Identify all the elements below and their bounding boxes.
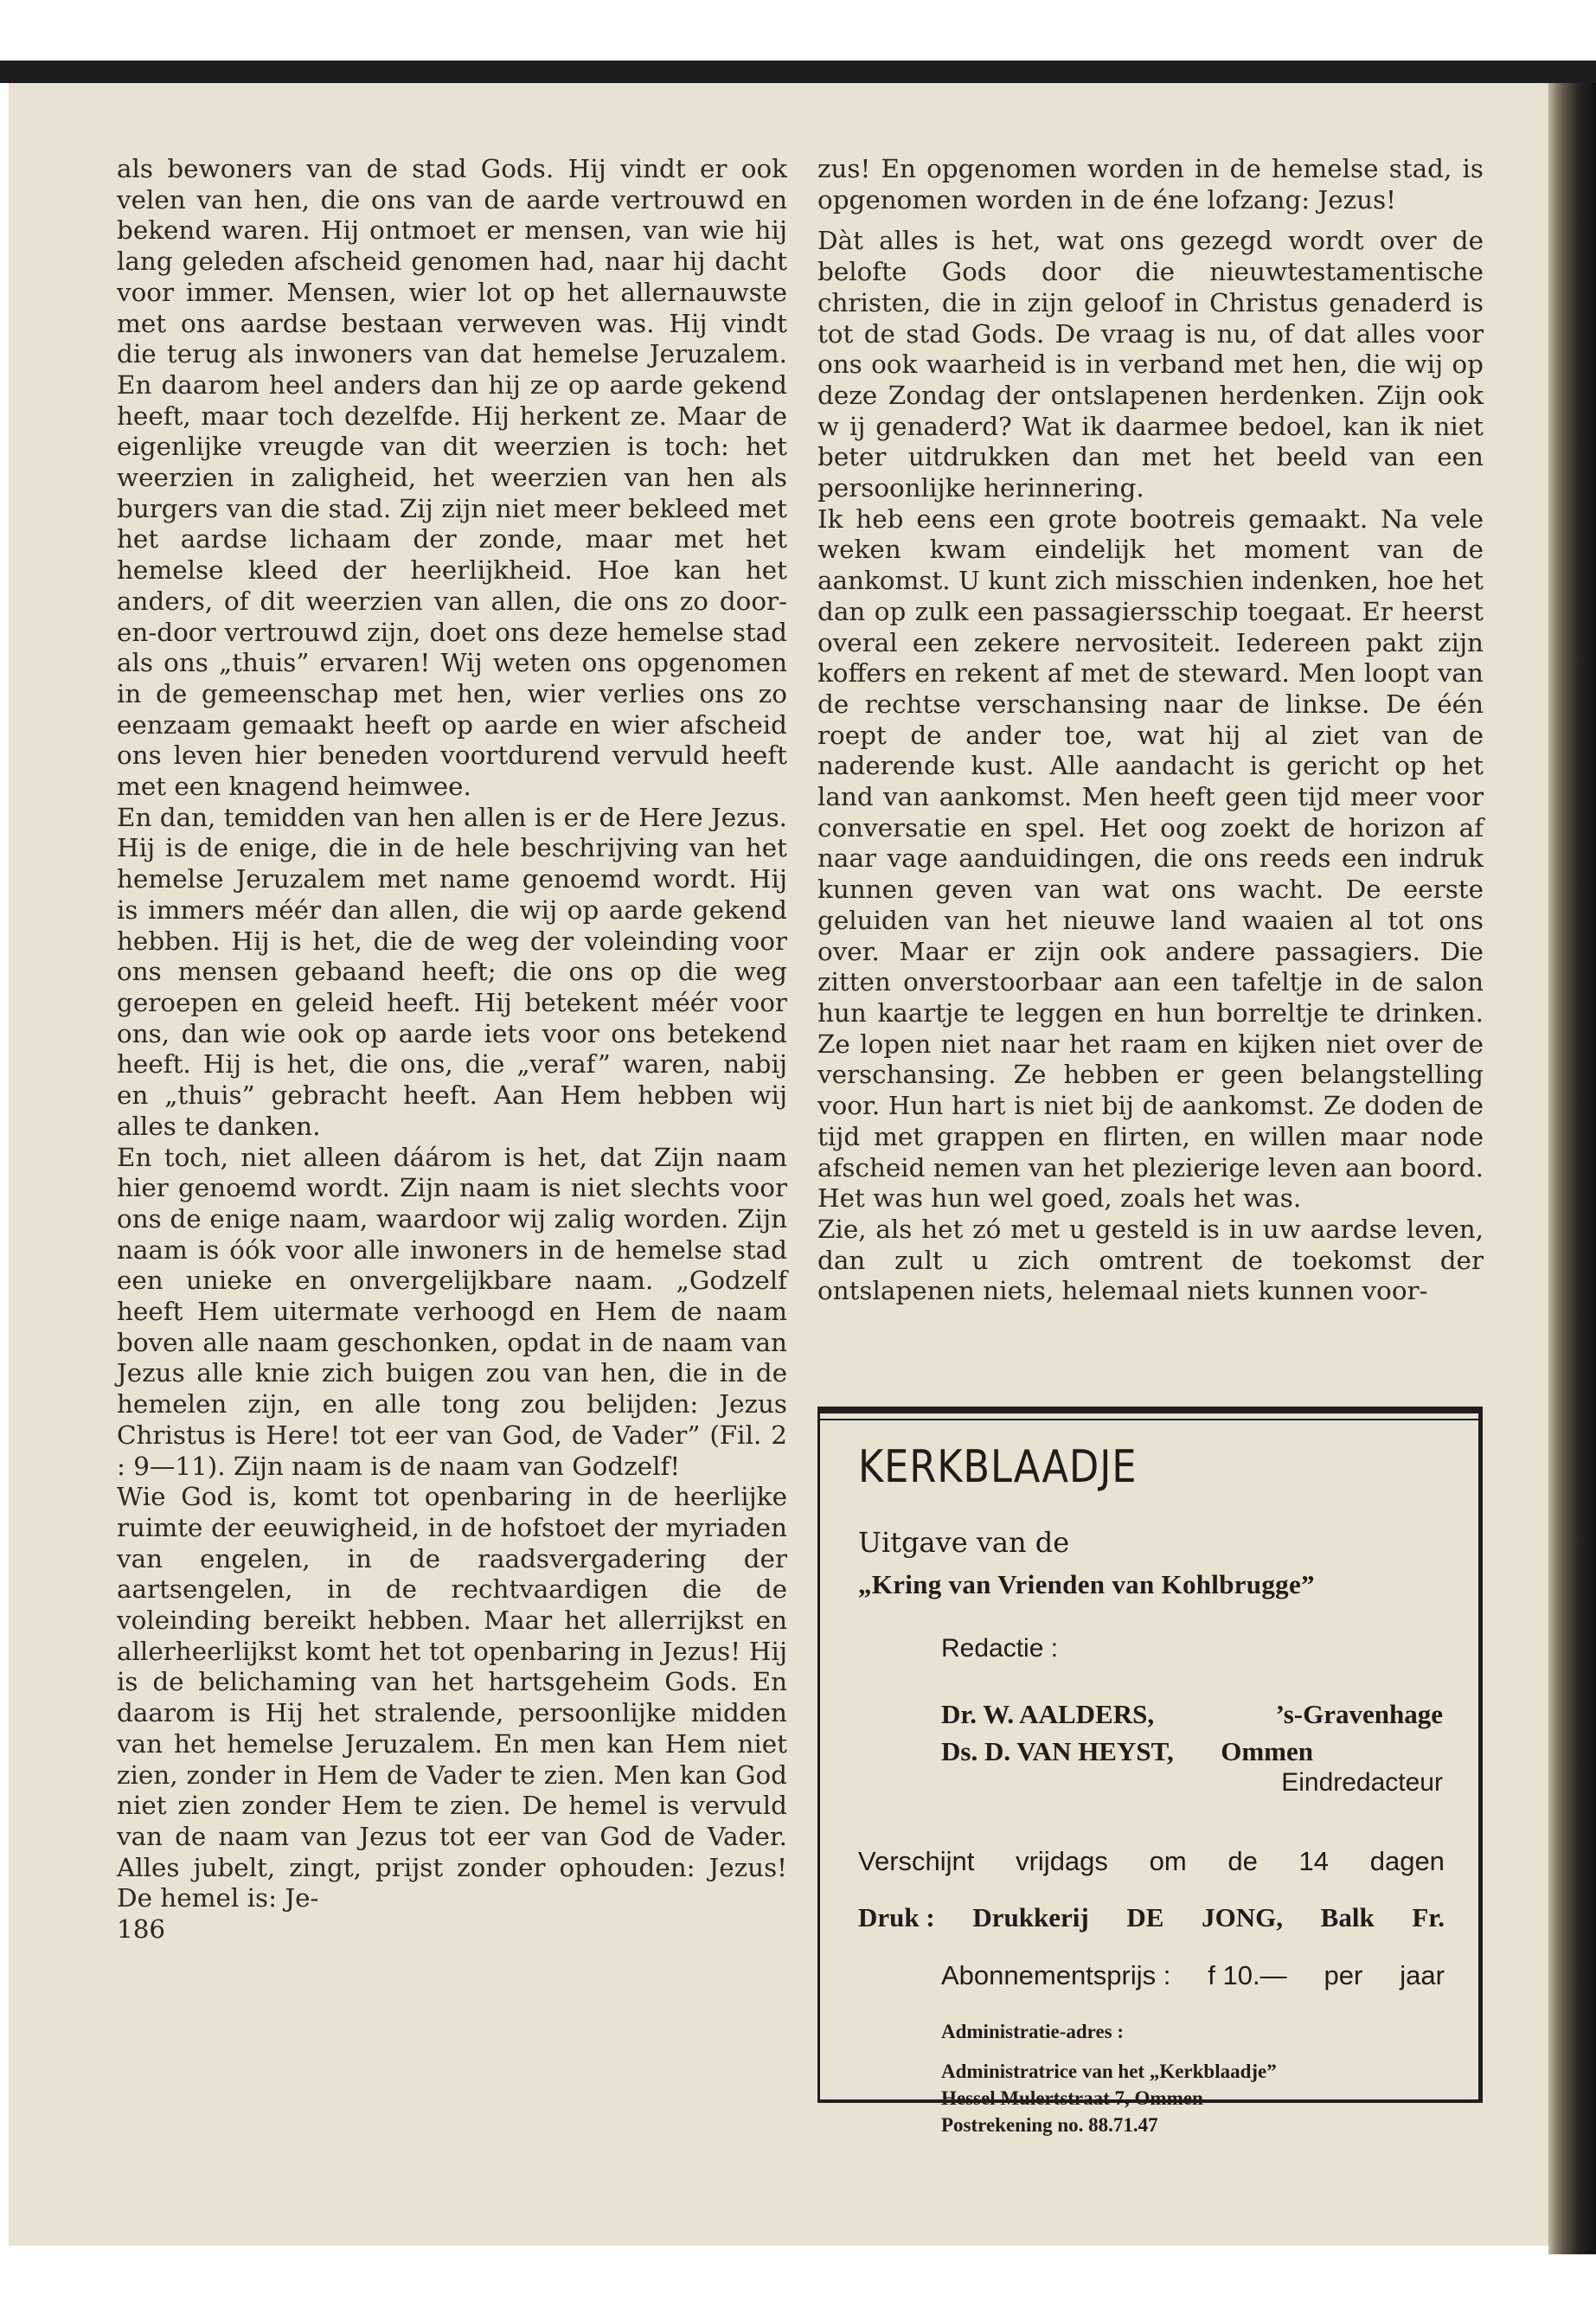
- paragraph: Zie, als het zó met u gesteld is in uw aardse leven, dan zult u zich omtrent de toekomst der ontslapenen niets, helemaal niets kunnen voor-: [817, 1214, 1484, 1306]
- paragraph: als bewoners van de stad Gods. Hij vindt er ook velen van hen, die ons van de aarde vertrouwd en bekend waren. Hij ontmoet er mensen, van wie hij lang geleden afscheid genomen had, naar hij dacht voor immer. Mensen, wier lot op het allernauwste met ons aardse bestaan verweven was. Hij vindt die terug als inwoners van dat hemelse Jeruzalem. En daarom heel anders dan hij ze op aarde gekend heeft, maar toch dezelfde. Hij herkent ze. Maar de eigenlijke vreugde van dit weerzien is toch: het weerzien in zaligheid, het weerzien van hen als burgers van die stad. Zij zijn niet meer bekleed met het aardse lichaam der zonde, maar met het hemelse kleed der heerlijkheid. Hoe kan het anders, of dit weerzien van allen, die ons zo door-en-door vertrouwd zijn, doet ons deze hemelse stad als ons „thuis” ervaren! Wij weten ons opgenomen in de gemeenschap met hen, wier verlies ons zo eenzaam gemaakt heeft op aarde en wier afscheid ons leven hier beneden voortdurend vervuld heeft met een knagend heimwee.: [117, 154, 787, 802]
- colophon-box: [817, 1407, 1483, 2136]
- editor-name: Ds. D. VAN HEYST,: [941, 1736, 1174, 1766]
- frequency-word: vrijdags: [1016, 1846, 1108, 1876]
- paragraph: Ik heb eens een grote bootreis gemaakt. Na vele weken kwam eindelijk het moment van de aankomst. U kunt zich misschien indenken, hoe het dan op zulk een passagiersschip toegaat. Er heerst overal een zekere nervositeit. Iedereen pakt zijn koffers en rekent af met de steward. Men loopt van de rechtse verschansing naar de linkse. De één roept de ander toe, wat hij al ziet van de naderende kust. Alle aandacht is gericht op het land van aankomst. Men heeft geen tijd meer voor conversatie en spel. Het oog zoekt de horizon af naar vage aanduidingen, die ons reeds een indruk kunnen geven van wat ons wacht. De eerste geluiden van het nieuwe land waaien al tot ons over. Maar er zijn ook andere passagiers. Die zitten onverstoorbaar aan een tafeltje in de salon hun kaartje te leggen en hun borreltje te drinken. Ze lopen niet naar het raam en kijken niet over de verschansing. Ze hebben er geen belangstelling voor. Hun hart is niet bij de aankomst. Ze doden de tijd met grappen en flirten, en willen maar node afscheid nemen van het plezierige leven aan boord. Het was hun wel goed, zoals het was.: [817, 503, 1484, 1214]
- paragraph: En toch, niet alleen dáárom is het, dat Zijn naam hier genoemd wordt. Zijn naam is niet slechts voor ons de enige naam, waardoor wij zalig worden. Zijn naam is óók voor alle inwoners in de hemelse stad een unieke en onvergelijkbare naam. „Godzelf heeft Hem uitermate verhoogd en Hem de naam boven alle naam geschonken, opdat in de naam van Jezus alle knie zich buigen zou van hen, die in de hemelen zijn, en alle tong zou belijden: Jezus Christus is Here! tot eer van God, de Vader” (Fil. 2 : 9—11). Zijn naam is de naam van Godzelf!: [117, 1142, 787, 1481]
- frequency-word: dagen: [1369, 1846, 1445, 1876]
- admin-address-line: Hessel Mulertstraat 7, Ommen: [941, 2087, 1203, 2109]
- printer-word: DE: [1126, 1902, 1164, 1932]
- editor-line: [941, 1699, 1443, 1730]
- colophon-double-rule: [820, 1419, 1478, 1420]
- paragraph: Dàt alles is het, wat ons gezegd wordt over de belofte Gods door die nieuwtestamentische christen, die in zijn geloof in Christus genaderd is tot de stad Gods. De vraag is nu, of dat alles voor ons ook waarheid is in verband met hen, die wij op deze Zondag der ontslapenen herdenken. Zijn ook w ij genaderd? Wat ik daarmee bedoel, kan ik niet beter uitdrukken dan met het beeld van een persoonlijke herinnering.: [817, 226, 1484, 503]
- printer-word: Drukkerij: [972, 1902, 1089, 1932]
- editorial-label: Redactie :: [941, 1634, 1059, 1663]
- colophon-title: KERKBLAADJE: [858, 1441, 1138, 1493]
- paragraph: zus! En opgenomen worden in de hemelse stad, is opgenomen worden in de éne lofzang: Jezus!: [817, 154, 1484, 215]
- admin-address-line: Administratrice van het „Kerkblaadje”: [941, 2061, 1277, 2082]
- magazine-page: [9, 83, 1550, 2246]
- printer-word: JONG,: [1202, 1902, 1283, 1932]
- page-number: 186: [117, 1914, 166, 1945]
- editor-name: Dr. W. AALDERS,: [941, 1699, 1155, 1729]
- paragraph: Wie God is, komt tot openbaring in de heerlijke ruimte der eeuwigheid, in de hofstoet der myriaden van engelen, in de raadsvergadering der aartsengelen, in de rechtvaardigen die de voleinding bereikt hebben. Maar het allerrijkst en allerheerlijkst komt het tot openbaring in Jezus! Hij is de belichaming van het hartsgeheim Gods. En daarom is Hij het stralende, persoonlijke midden van het hemelse Jeruzalem. En men kan Hem niet zien, zonder in Hem de Vader te zien. Men kan God niet zien zonder Hem te zien. De hemel is vervuld van de naam van Jezus tot eer van God de Vader. Alles jubelt, zingt, prijst zonder ophouden: Jezus! De hemel is: Je-: [117, 1482, 787, 1913]
- frequency-word: Verschijnt: [858, 1846, 975, 1876]
- colophon-organization: „Kring van Vrienden van Kohlbrugge”: [858, 1569, 1315, 1599]
- frequency-word: om: [1149, 1846, 1187, 1876]
- frequency-word: 14: [1298, 1846, 1330, 1876]
- page-binding-edge: [1548, 83, 1596, 2254]
- editor-role: Eindredacteur: [1281, 1768, 1443, 1797]
- price-word: Abonnementsprijs :: [941, 1960, 1171, 1990]
- editor-place: ’s-Gravenhage: [1275, 1699, 1443, 1729]
- article-right-column: [817, 154, 1484, 1307]
- article-left-column: [117, 154, 787, 1945]
- editor-place: Ommen: [1221, 1736, 1313, 1766]
- admin-address-line: Postrekening no. 88.71.47: [941, 2114, 1158, 2136]
- colophon-subtitle: Uitgave van de: [858, 1526, 1070, 1559]
- frequency-word: de: [1227, 1846, 1258, 1876]
- price-word: per: [1324, 1960, 1363, 1990]
- paragraph: En dan, temidden van hen allen is er de Here Jezus. Hij is de enige, die in de hele beschrijving van het hemelse Jeruzalem met name genoemd wordt. Hij is immers méér dan allen, die wij op aarde gekend hebben. Hij is het, die de weg der voleinding voor ons mensen gebaand heeft; die ons op die weg geroepen en geleid heeft. Hij betekent méér voor ons, dan wie ook op aarde iets voor ons betekend heeft. Hij is het, die ons, die „veraf” waren, nabij en „thuis” gebracht heeft. Aan Hem hebben wij alles te danken.: [117, 802, 787, 1141]
- subscription-price: [941, 1960, 1445, 1991]
- price-word: f 10.—: [1208, 1960, 1287, 1990]
- publication-frequency: [858, 1846, 1445, 1877]
- admin-address-label: Administratie-adres :: [941, 2021, 1125, 2042]
- printer-word: Druk :: [858, 1902, 935, 1932]
- printer-word: Balk: [1320, 1902, 1375, 1932]
- printer-word: Fr.: [1412, 1902, 1445, 1932]
- editor-line: [941, 1736, 1313, 1767]
- price-word: jaar: [1400, 1960, 1445, 1990]
- printer-line: [858, 1902, 1445, 1933]
- scan-top-border: [0, 61, 1596, 83]
